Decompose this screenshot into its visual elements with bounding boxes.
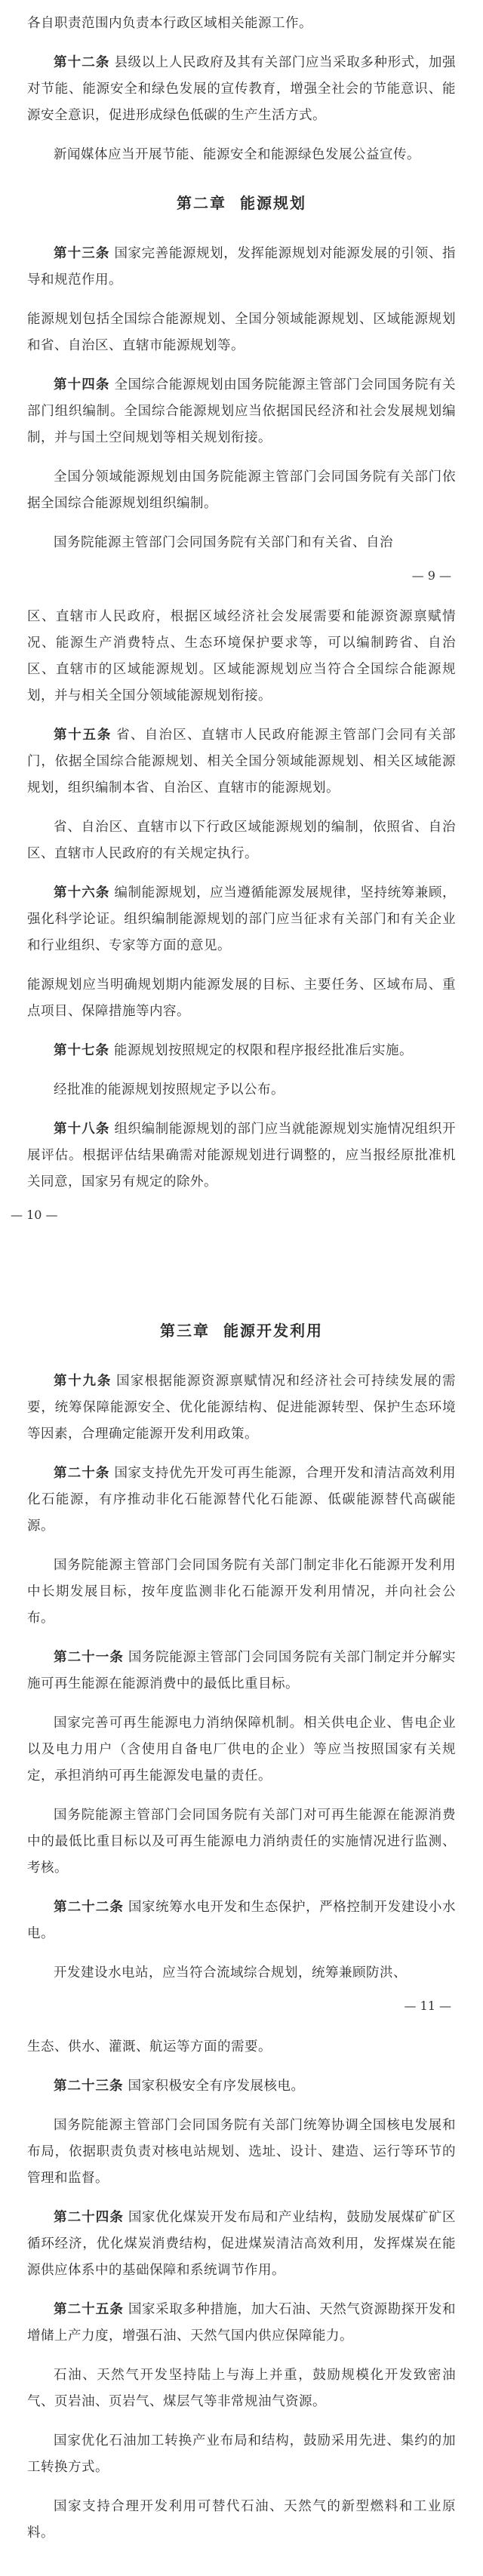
paragraph (27, 2073, 456, 2100)
paragraph (27, 2362, 456, 2415)
paragraph-text: 国家支持合理开发利用可替代石油、天然气的新型燃料和工业原料。 (27, 2499, 456, 2541)
article-number: 第十八条 (54, 1122, 110, 1137)
paragraph (27, 306, 456, 359)
paragraph (27, 2113, 456, 2192)
article-number: 第二十三条 (54, 2079, 124, 2094)
paragraph-text: 国家积极安全有序发展核电。 (128, 2079, 305, 2094)
paragraph (27, 1116, 456, 1196)
paragraph (27, 1802, 456, 1882)
paragraph-text: 国家完善能源规划，发挥能源规划对能源发展的引领、指导和规范作用。 (27, 246, 457, 288)
paragraph (27, 1038, 456, 1064)
paragraph (27, 2428, 456, 2481)
paragraph-text: 国家支持优先开发可再生能源，合理开发和清洁高效利用化石能源，有序推动非化石能源替代化石能源、低碳能源替代高碳能源。 (27, 1466, 457, 1534)
paragraph-text: 省、自治区、直辖市人民政府能源主管部门会同有关部门，依据全国综合能源规划、相关全国分领域能源规划、相关区域能源规划，组织编制本省、自治区、直辖市的能源规划。 (27, 728, 457, 796)
paragraph-text: 编制能源规划，应当遵循能源发展规律，坚持统筹兼顾，强化科学论证。组织编制能源规划的部门应当征求有关部门和有关企业和行业组织、专家等方面的意见。 (27, 885, 457, 953)
paragraph-text: 能源规划应当明确规划期内能源发展的目标、主要任务、区域布局、重点项目、保障措施等内容。 (27, 977, 456, 1019)
chapter-title: 能源规划 (240, 194, 306, 212)
paragraph-text: 经批准的能源规划按照规定予以公布。 (54, 1082, 285, 1097)
paragraph (27, 50, 456, 129)
paragraph-text: 国务院能源主管部门会同国务院有关部门统筹协调全国核电发展和布局，依据职责负责对核电站规划、选址、设计、建造、运行等环节的管理和监督。 (27, 2118, 456, 2186)
article-number: 第二十条 (54, 1466, 110, 1481)
paragraph-text: 组织编制能源规划的部门应当就能源规划实施情况组织开展评估。根据评估结果确需对能源规划进行调整的，应当报经原批准机关同意，国家另有规定的除外。 (27, 1122, 457, 1190)
article-number: 第十七条 (54, 1043, 109, 1058)
paragraph (27, 142, 456, 168)
paragraph (27, 464, 456, 517)
paragraph (27, 1960, 456, 1987)
paragraph-text: 县级以上人民政府及其有关部门应当采取多种形式，加强对节能、能源安全和绿色发展的宣传教育，增强全社会的节能意识、能源安全意识，促进形成绿色低碳的生产生活方式。 (27, 55, 457, 123)
paragraph (27, 372, 456, 451)
paragraph-text: 国家优化煤炭开发布局和产业结构，鼓励发展煤矿矿区循环经济，优化煤炭消费结构，促进煤炭清洁高效利用，发挥煤炭在能源供应体系中的基础保障和系统调节作用。 (27, 2210, 457, 2278)
page-number: — 10 — (11, 1208, 58, 1222)
paragraph (27, 2297, 456, 2350)
paragraph (27, 2494, 456, 2547)
article-number: 第二十五条 (54, 2302, 124, 2317)
paragraph-text: 国家根据能源资源禀赋情况和经济社会可持续发展的需要，统筹保障能源安全、优化能源结构、促进能源转型、保护生态环境等因素，合理确定能源开发利用政策。 (27, 1374, 457, 1442)
paragraph (27, 1553, 456, 1632)
paragraph-text: 国务院能源主管部门会同国务院有关部门和有关省、自治 (54, 535, 393, 550)
chapter-heading (27, 191, 456, 215)
paragraph-text: 开发建设水电站，应当符合流域综合规划，统筹兼顾防洪、 (54, 1965, 407, 1980)
paragraph-text: 全国综合能源规划由国务院能源主管部门会同国务院有关部门组织编制。全国综合能源规划应当依据国民经济和社会发展规划编制，并与国土空间规划等相关规划衔接。 (27, 377, 457, 445)
article-number: 第十九条 (54, 1374, 112, 1389)
paragraph-text: 省、自治区、直辖市以下行政区域能源规划的编制，依照省、自治区、直辖市人民政府的有关规定执行。 (27, 820, 456, 861)
paragraph-text: 能源规划按照规定的权限和程序报经批准后实施。 (114, 1043, 413, 1058)
article-number: 第二十四条 (54, 2210, 124, 2225)
paragraph (27, 604, 456, 709)
paragraph (27, 1077, 456, 1103)
paragraph (27, 2205, 456, 2284)
page-gap (27, 1243, 456, 1296)
paragraph-text: 全国分领域能源规划由国务院能源主管部门会同国务院有关部门依据全国综合能源规划组织编制。 (27, 469, 456, 511)
article-number: 第十二条 (54, 55, 110, 70)
paragraph-text: 国务院能源主管部门会同国务院有关部门制定非化石能源开发利用中长期发展目标，按年度监测非化石能源开发利用情况，并向社会公布。 (27, 1558, 456, 1626)
paragraph-text: 国务院能源主管部门会同国务院有关部门制定并分解实施可再生能源在能源消费中的最低比重目标。 (27, 1650, 457, 1691)
paragraph-text: 新闻媒体应当开展节能、能源安全和能源绿色发展公益宣传。 (54, 147, 420, 162)
paragraph (27, 11, 456, 37)
paragraph-text: 国家优化石油加工转换产业布局和结构，鼓励采用先进、集约的加工转换方式。 (27, 2433, 456, 2475)
paragraph (27, 722, 456, 802)
article-number: 第十三条 (54, 246, 110, 261)
paragraph (27, 2034, 456, 2060)
paragraph-text: 国家统筹水电开发和生态保护，严格控制开发建设小水电。 (27, 1900, 457, 1941)
article-number: 第十四条 (54, 377, 110, 392)
article-number: 第十五条 (54, 728, 112, 743)
article-number: 第十六条 (54, 885, 110, 900)
chapter-number: 第三章 (160, 1322, 210, 1340)
paragraph (27, 1368, 456, 1448)
paragraph-text: 能源规划包括全国综合能源规划、全国分领域能源规划、区域能源规划和省、自治区、直辖市能源规划等。 (27, 312, 456, 353)
article-number: 第二十二条 (54, 1900, 124, 1915)
paragraph-text: 石油、天然气开发坚持陆上与海上并重，鼓励规模化开发致密油气、页岩油、页岩气、煤层气等非常规油气资源。 (27, 2368, 456, 2409)
paragraph (27, 972, 456, 1025)
paragraph-text: 国家完善可再生能源电力消纳保障机制。相关供电企业、售电企业以及电力用户（含使用自备电厂供电的企业）等应当按照国家有关规定，承担消纳可再生能源发电量的责任。 (27, 1716, 456, 1784)
paragraph (27, 814, 456, 867)
page-number: — 11 — (404, 1999, 451, 2013)
paragraph (27, 1894, 456, 1947)
paragraph (27, 1710, 456, 1790)
paragraph (27, 530, 456, 556)
paragraph-text: 生态、供水、灌溉、航运等方面的需要。 (27, 2039, 272, 2054)
chapter-heading (27, 1319, 456, 1343)
paragraph (27, 1645, 456, 1697)
paragraph (27, 241, 456, 294)
chapter-number: 第二章 (177, 194, 226, 212)
page-number: — 9 — (411, 568, 451, 583)
paragraph (27, 1460, 456, 1540)
paragraph (27, 880, 456, 959)
paragraph-text: 各自职责范围内负责本行政区域相关能源工作。 (27, 16, 312, 31)
article-number: 第二十一条 (54, 1650, 124, 1665)
paragraph-text: 国务院能源主管部门会同国务院有关部门对可再生能源在能源消费中的最低比重目标以及可再生能源电力消纳责任的实施情况进行监测、考核。 (27, 1808, 456, 1876)
chapter-title: 能源开发利用 (223, 1322, 323, 1340)
paragraph-text: 国家采取多种措施，加大石油、天然气资源勘探开发和增储上产力度，增强石油、天然气国内供应保障能力。 (27, 2302, 457, 2344)
paragraph-text: 区、直辖市人民政府，根据区域经济社会发展需要和能源资源禀赋情况、能源生产消费特点、生态环境保护要求等，可以编制跨省、自治区、直辖市的区域能源规划。区域能源规划应当符合全国综合能源规划，并与相关全国分领域能源规划衔接。 (27, 609, 456, 703)
